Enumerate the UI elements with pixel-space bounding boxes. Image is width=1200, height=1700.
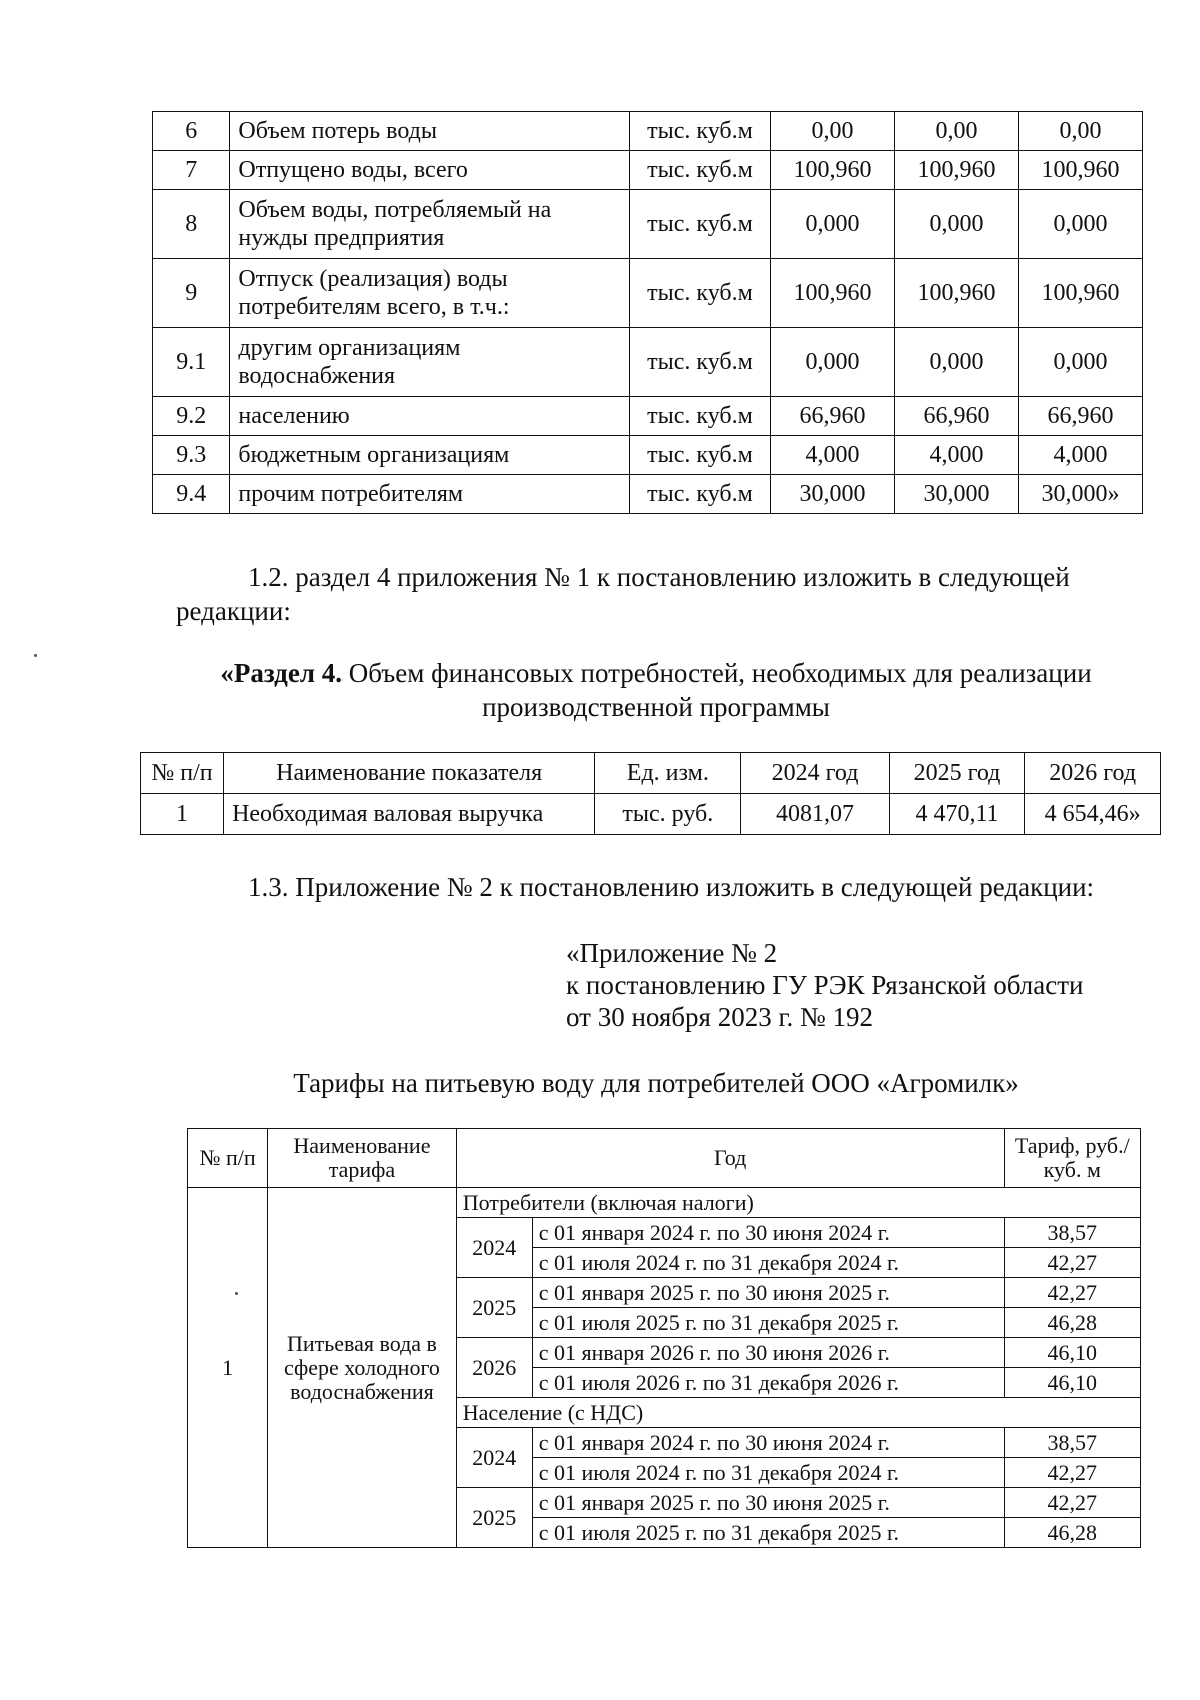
water-balance-table: [152, 111, 1143, 514]
period-cell: с 01 января 2025 г. по 30 июня 2025 г.: [532, 1488, 1004, 1518]
table-cell: 66,960: [894, 397, 1018, 436]
table-cell: тыс. куб.м: [629, 397, 770, 436]
financial-needs-table: [140, 752, 1161, 835]
table-cell: тыс. куб.м: [629, 475, 770, 514]
table-cell: 0,000: [894, 190, 1018, 259]
section-4-heading-text: Объем финансовых потребностей, необходимых для реализации производственной программы: [341, 658, 1092, 722]
table-row: [153, 190, 1143, 259]
period-cell: с 01 июля 2025 г. по 31 декабря 2025 г.: [532, 1518, 1004, 1548]
period-cell: с 01 января 2025 г. по 30 июня 2025 г.: [532, 1278, 1004, 1308]
table-cell: 0,00: [894, 112, 1018, 151]
table-cell: Необходимая валовая выручка: [224, 794, 595, 835]
table-cell: 7: [153, 151, 230, 190]
table-row: [153, 112, 1143, 151]
table-cell: тыс. куб.м: [629, 259, 770, 328]
table-cell: Объем воды, потребляемый на нужды предприятия: [230, 190, 630, 259]
table-cell: 0,000: [894, 328, 1018, 397]
tariff-value: 38,57: [1004, 1428, 1140, 1458]
period-cell: с 01 июля 2024 г. по 31 декабря 2024 г.: [532, 1458, 1004, 1488]
header-cell: 2025 год: [889, 753, 1025, 794]
tariff-value: 42,27: [1004, 1278, 1140, 1308]
period-cell: с 01 июля 2025 г. по 31 декабря 2025 г.: [532, 1308, 1004, 1338]
table-cell: 30,000»: [1018, 475, 1142, 514]
table-cell: бюджетным организациям: [230, 436, 630, 475]
scan-speck: [235, 1292, 238, 1295]
section-4-heading-bold: «Раздел 4.: [220, 658, 342, 688]
period-cell: с 01 января 2024 г. по 30 июня 2024 г.: [532, 1218, 1004, 1248]
period-cell: с 01 июля 2024 г. по 31 декабря 2024 г.: [532, 1248, 1004, 1278]
table-row: [153, 436, 1143, 475]
table-cell: населению: [230, 397, 630, 436]
header-cell: 2024 год: [741, 753, 889, 794]
water-balance-table-body: [153, 112, 1143, 514]
appendix-line: к постановлению ГУ РЭК Рязанской области: [566, 970, 1084, 1000]
header-cell: Наименование тарифа: [268, 1129, 457, 1188]
table-cell: 4,000: [1018, 436, 1142, 475]
table-cell: 66,960: [1018, 397, 1142, 436]
table-cell: 6: [153, 112, 230, 151]
table-row: [153, 151, 1143, 190]
year-cell: 2026: [456, 1338, 532, 1398]
table-cell: 9.4: [153, 475, 230, 514]
table-cell: 100,960: [770, 151, 894, 190]
table-row: [153, 328, 1143, 397]
tariffs-title: Тарифы на питьевую воду для потребителей ООО «Агромилк»: [293, 1068, 1019, 1098]
table-cell: 9.1: [153, 328, 230, 397]
table-cell: 100,960: [1018, 151, 1142, 190]
header-cell: № п/п: [188, 1129, 268, 1188]
period-cell: с 01 января 2026 г. по 30 июня 2026 г.: [532, 1338, 1004, 1368]
table-cell: тыс. куб.м: [629, 151, 770, 190]
table-cell: тыс. куб.м: [629, 190, 770, 259]
table-cell: 0,000: [770, 328, 894, 397]
table-cell: Отпуск (реализация) воды потребителям всего, в т.ч.:: [230, 259, 630, 328]
table-row: [153, 397, 1143, 436]
appendix-reference: [566, 937, 1166, 1033]
tariff-value: 46,10: [1004, 1368, 1140, 1398]
table-cell: 0,00: [770, 112, 894, 151]
table-cell: 66,960: [770, 397, 894, 436]
scan-speck: [34, 654, 37, 657]
table-cell: 100,960: [770, 259, 894, 328]
table-cell: 4 470,11: [889, 794, 1025, 835]
header-cell: Наименование показателя: [224, 753, 595, 794]
tariff-value: 42,27: [1004, 1458, 1140, 1488]
period-cell: с 01 июля 2026 г. по 31 декабря 2026 г.: [532, 1368, 1004, 1398]
tariff-value: 42,27: [1004, 1248, 1140, 1278]
table-cell: 100,960: [1018, 259, 1142, 328]
item-name: Питьевая вода в сфере холодного водоснабжения: [268, 1188, 457, 1548]
table-cell: прочим потребителям: [230, 475, 630, 514]
tariff-value: 46,10: [1004, 1338, 1140, 1368]
table-cell: 30,000: [894, 475, 1018, 514]
paragraph-1-3: 1.3. Приложение № 2 к постановлению изложить в следующей редакции:: [248, 872, 1095, 902]
tariffs-table: [187, 1128, 1141, 1548]
year-cell: 2024: [456, 1218, 532, 1278]
table-cell: 100,960: [894, 151, 1018, 190]
appendix-line: «Приложение № 2: [566, 938, 778, 968]
tariffs-table-body: [188, 1129, 1141, 1548]
header-cell: 2026 год: [1025, 753, 1161, 794]
table-cell: 9: [153, 259, 230, 328]
table-row: [153, 259, 1143, 328]
table-cell: 0,000: [1018, 328, 1142, 397]
table-cell: 9.3: [153, 436, 230, 475]
year-cell: 2025: [456, 1278, 532, 1338]
table-cell: 4081,07: [741, 794, 889, 835]
tariffs-header-row: [188, 1129, 1141, 1188]
table-cell: 1: [141, 794, 224, 835]
table-cell: 0,00: [1018, 112, 1142, 151]
header-cell: № п/п: [141, 753, 224, 794]
table-cell: 4 654,46»: [1025, 794, 1161, 835]
item-number: 1: [188, 1188, 268, 1548]
appendix-line: от 30 ноября 2023 г. № 192: [566, 1002, 873, 1032]
table-cell: 9.2: [153, 397, 230, 436]
table-cell: другим организациям водоснабжения: [230, 328, 630, 397]
table-cell: Отпущено воды, всего: [230, 151, 630, 190]
group-label: Население (с НДС): [456, 1398, 1140, 1428]
financial-needs-header-row: [141, 753, 1161, 794]
financial-needs-row: [141, 794, 1161, 835]
table-cell: тыс. куб.м: [629, 328, 770, 397]
year-cell: 2024: [456, 1428, 532, 1488]
table-cell: тыс. куб.м: [629, 436, 770, 475]
table-cell: 0,000: [1018, 190, 1142, 259]
table-cell: Объем потерь воды: [230, 112, 630, 151]
table-cell: 4,000: [770, 436, 894, 475]
tariff-value: 46,28: [1004, 1308, 1140, 1338]
table-cell: 30,000: [770, 475, 894, 514]
section-4-heading: [176, 656, 1136, 724]
header-cell: Год: [456, 1129, 1004, 1188]
table-cell: 4,000: [894, 436, 1018, 475]
table-cell: тыс. куб.м: [629, 112, 770, 151]
table-cell: 0,000: [770, 190, 894, 259]
tariff-value: 42,27: [1004, 1488, 1140, 1518]
table-cell: 100,960: [894, 259, 1018, 328]
header-cell: Ед. изм.: [595, 753, 741, 794]
group-label: Потребители (включая налоги): [456, 1188, 1140, 1218]
table-cell: 8: [153, 190, 230, 259]
period-cell: с 01 января 2024 г. по 30 июня 2024 г.: [532, 1428, 1004, 1458]
tariff-value: 38,57: [1004, 1218, 1140, 1248]
paragraph-1-2: 1.2. раздел 4 приложения № 1 к постановлению изложить в следующей редакции:: [176, 562, 1070, 626]
year-cell: 2025: [456, 1488, 532, 1548]
header-cell: Тариф, руб./куб. м: [1004, 1129, 1140, 1188]
tariff-value: 46,28: [1004, 1518, 1140, 1548]
table-cell: тыс. руб.: [595, 794, 741, 835]
group-row: [188, 1188, 1141, 1218]
table-row: [153, 475, 1143, 514]
